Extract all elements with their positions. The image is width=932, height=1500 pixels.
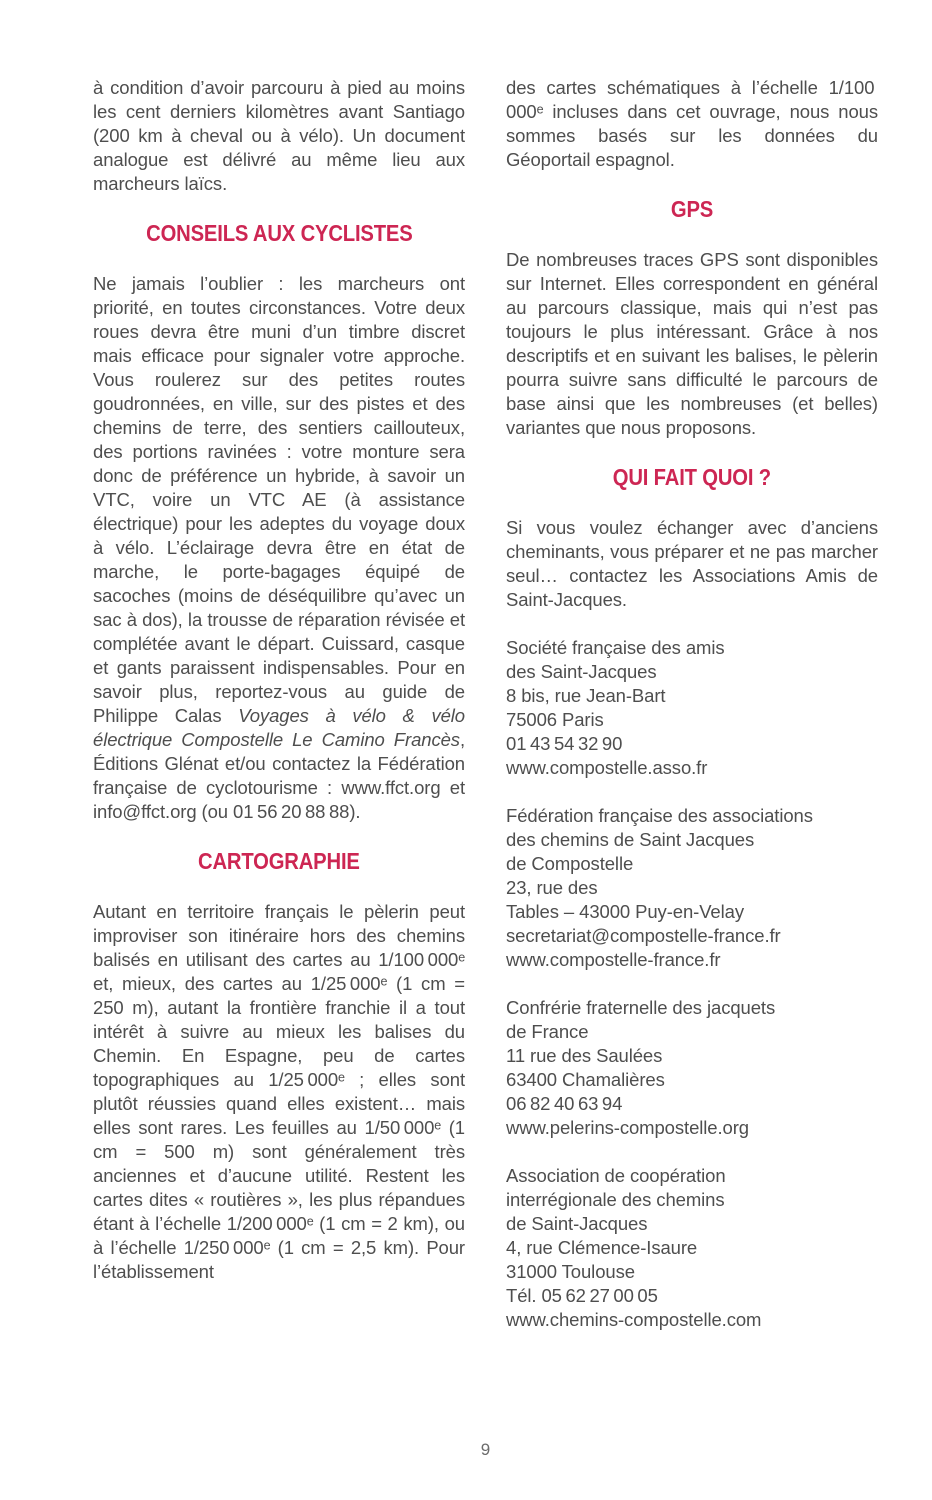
heading-gps: GPS [670, 196, 714, 222]
intro-paragraph-left: à condition d’avoir parcouru à pied au moins les cent derniers kilomètres avant Santiago (200 km à cheval ou à vélo). Un document analogue est délivré au même lieu aux marcheurs laïcs. [93, 77, 465, 194]
address-line: 63400 Chamalières [506, 1069, 665, 1090]
heading-cartographie: CARTOGRAPHIE [198, 848, 360, 874]
address-line: Confrérie fraternelle des jacquets [506, 997, 776, 1018]
cartographie-paragraph: Autant en territoire français le pèlerin peut improviser son itinéraire hors des chemins balisés en utilisant des cartes au 1/100 000ᵉ et, mieux, des cartes au 1/25 000ᵉ (1 cm = 250 m), autant la frontière franchie il a tout intérêt à suivre au mieux les balises du Chemin. En Espagne, peu de cartes topographiques au 1/25 000ᵉ ; elles sont plutôt réussies quand elles existent… mais elles sont rares. Les feuilles au 1/50 000ᵉ (1 cm = 500 m) sont généralement très anciennes et d’aucune utilité. Restent les cartes dites « routières », les plus répandues étant à l’échelle 1/200 000ᵉ (1 cm = 2 km), ou à l’échelle 1/250 000ᵉ (1 cm = 2,5 km). Pour l’établissement [93, 901, 465, 1282]
address-line: 4, rue Clémence-Isaure [506, 1237, 698, 1258]
qui-fait-quoi-paragraph: Si vous voulez échanger avec d’anciens cheminants, vous préparer et ne pas marcher seul… contactez les Associations Amis de Saint-Jacques. [506, 517, 878, 610]
gps-paragraph: De nombreuses traces GPS sont disponibles sur Internet. Elles correspondent en général au parcours classique, mais qui n’est pas toujours le plus intéressant. Grâce à nos descriptifs et en suivant les balises, le pèlerin pourra suivre sans difficulté le parcours de base ainsi que les nombreuses (et belles) variantes que nous proposons. [506, 249, 878, 438]
address-line: de Saint-Jacques [506, 1213, 648, 1234]
page-number: 9 [480, 1440, 491, 1459]
association-cooperation-interregionale [506, 1164, 878, 1332]
association-federation-francaise [506, 804, 878, 972]
association-confrerie-jacquets [506, 996, 878, 1140]
address-line: de France [506, 1021, 589, 1042]
left-column [93, 76, 465, 1332]
address-line: des Saint-Jacques [506, 661, 657, 682]
address-line: interrégionale des chemins [506, 1189, 725, 1210]
address-line: www.chemins-compostelle.com [506, 1309, 762, 1330]
address-line: 01 43 54 32 90 [506, 733, 623, 754]
address-line: secretariat@compostelle-france.fr [506, 925, 781, 946]
address-line: des chemins de Saint Jacques [506, 829, 755, 850]
address-line: 11 rue des Saulées [506, 1045, 663, 1066]
address-line: Société française des amis [506, 637, 725, 658]
address-line: 31000 Toulouse [506, 1261, 635, 1282]
address-line: 75006 Paris [506, 709, 604, 730]
address-line: Tél. 05 62 27 00 05 [506, 1285, 658, 1306]
address-line: www.compostelle-france.fr [506, 949, 721, 970]
heading-qui-fait-quoi: QUI FAIT QUOI ? [612, 464, 772, 490]
cyclistes-text-before: Ne jamais l’oublier : les marcheurs ont priorité, en toutes circonstances. Votre deux roues devra être muni d’un timbre discret mais efficace pour signaler votre approche. Vous roulerez sur des petites routes goudronnées, en ville, sur des pistes et des chemins de terre, des sentiers caillouteux, des portions ravinées : votre monture sera donc de préférence un hybride, à savoir un VTC, voire un VTC AE (à assistance électrique) pour les adeptes du voyage doux à vélo. L’éclairage devra être en état de marche, le porte-bagages équipé de sacoches (moins de déséquilibre qu’avec un sac à dos), la trousse de réparation révisée et complétée avant le départ. Cuissard, casque et gants paraissent indispensables. Pour en savoir plus, reportez-vous au guide de Philippe Calas [93, 273, 465, 726]
address-line: Tables – 43000 Puy-en-Velay [506, 901, 744, 922]
book-title: Voyages à vélo & vélo électrique Compostelle Le Camino Francès [93, 705, 466, 750]
address-line: www.compostelle.asso.fr [506, 757, 708, 778]
address-line: Association de coopération [506, 1165, 726, 1186]
cyclistes-text-after: , Éditions Glénat et/ou contactez la Fédération française de cyclotourisme : www.ffct.org et info@ffct.org (ou 01 56 20 88 88). [93, 729, 465, 822]
address-line: 06 82 40 63 94 [506, 1093, 623, 1114]
address-line: 23, rue des [506, 877, 598, 898]
address-line: 8 bis, rue Jean-Bart [506, 685, 666, 706]
address-line: Fédération française des associations [506, 805, 813, 826]
address-line: de Compostelle [506, 853, 634, 874]
address-line: www.pelerins-compostelle.org [506, 1117, 749, 1138]
right-column [506, 76, 878, 1332]
cyclistes-paragraph [93, 272, 465, 824]
intro-paragraph-right: des cartes schématiques à l’échelle 1/100 000ᵉ incluses dans cet ouvrage, nous nous sommes basés sur les données du Géoportail espagnol. [506, 77, 878, 170]
heading-conseils-aux-cyclistes: CONSEILS AUX CYCLISTES [145, 220, 413, 246]
text-columns [93, 76, 878, 1332]
association-societe-francaise [506, 636, 878, 780]
